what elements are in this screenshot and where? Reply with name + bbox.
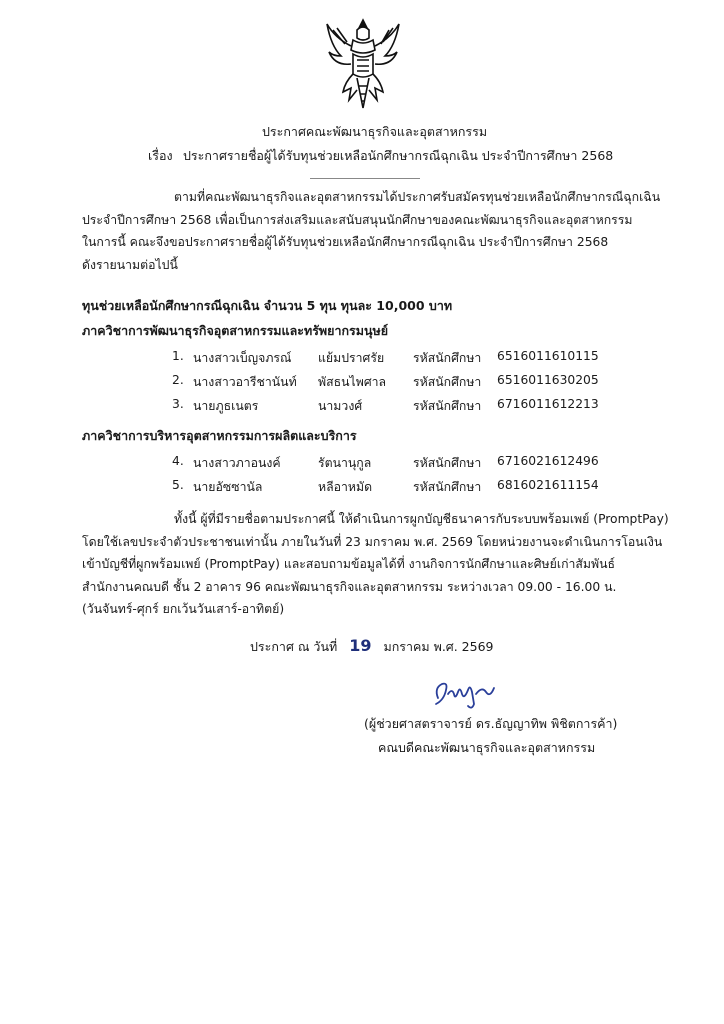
- student-last-name: หลีอาหมัด: [318, 480, 373, 494]
- instructions-line: โดยใช้เลขประจำตัวประชาชนเท่านั้น ภายในวันที่ 23 มกราคม พ.ศ. 2569 โดยหน่วยงานจะดำเนินการโอนเงิน: [82, 534, 663, 549]
- student-row: [0, 349, 724, 369]
- student-number: 2.: [172, 373, 184, 387]
- subject-text: ประกาศรายชื่อผู้ได้รับทุนช่วยเหลือนักศึกษากรณีฉุกเฉิน ประจำปีการศึกษา 2568: [183, 148, 614, 163]
- student-first-name: นางสาวภาอนงค์: [193, 456, 281, 470]
- student-id-label: รหัสนักศึกษา: [413, 399, 482, 413]
- signatory-position: คณบดีคณะพัฒนาธุรกิจและอุตสาหกรรม: [378, 740, 596, 755]
- student-first-name: นางสาวอารีชานันท์: [193, 375, 297, 389]
- announce-day: 19: [349, 636, 372, 655]
- student-row: [0, 478, 724, 498]
- instructions-line: (วันจันทร์-ศุกร์ ยกเว้นวันเสาร์-อาทิตย์): [82, 602, 285, 616]
- announce-month-year: มกราคม พ.ศ. 2569: [383, 639, 494, 654]
- student-row: [0, 373, 724, 393]
- student-number: 1.: [172, 349, 184, 363]
- divider: [310, 178, 420, 179]
- garuda-emblem-icon: [323, 16, 403, 111]
- student-number: 3.: [172, 397, 184, 411]
- scholarship-heading: ทุนช่วยเหลือนักศึกษากรณีฉุกเฉิน จำนวน 5 ทุน ทุนละ 10,000 บาท: [82, 298, 453, 313]
- student-number: 5.: [172, 478, 184, 492]
- student-id-label: รหัสนักศึกษา: [413, 456, 482, 470]
- department-heading: ภาควิชาการบริหารอุตสาหกรรมการผลิตและบริการ: [82, 428, 357, 443]
- student-id: 6816021611154: [497, 478, 599, 492]
- instructions-line: สำนักงานคณบดี ชั้น 2 อาคาร 96 คณะพัฒนาธุรกิจและอุตสาหกรรม ระหว่างเวลา 09.00 - 16.00 น.: [82, 579, 617, 594]
- student-number: 4.: [172, 454, 184, 468]
- student-row: [0, 454, 724, 474]
- student-id: 6716011612213: [497, 397, 599, 411]
- intro-line: ดังรายนามต่อไปนี้: [82, 257, 178, 272]
- announce-prefix: ประกาศ ณ วันที่: [250, 639, 338, 654]
- student-id-label: รหัสนักศึกษา: [413, 351, 482, 365]
- student-row: [0, 397, 724, 417]
- student-first-name: นายอัซซานัล: [193, 480, 263, 494]
- announcement-title: ประกาศคณะพัฒนาธุรกิจและอุตสาหกรรม: [262, 124, 488, 139]
- department-heading: ภาควิชาการพัฒนาธุรกิจอุตสาหกรรมและทรัพยากรมนุษย์: [82, 323, 389, 338]
- student-first-name: นางสาวเบ็ญจภรณ์: [193, 351, 292, 365]
- student-id: 6516011630205: [497, 373, 599, 387]
- announce-date: [250, 636, 494, 657]
- subject-label: เรื่อง: [148, 148, 173, 163]
- student-id-label: รหัสนักศึกษา: [413, 480, 482, 494]
- student-first-name: นายภูธเนตร: [193, 399, 259, 413]
- student-last-name: แย้มปราศรัย: [318, 351, 385, 365]
- student-last-name: นามวงศ์: [318, 399, 363, 413]
- instructions-line: ทั้งนี้ ผู้ที่มีรายชื่อตามประกาศนี้ ให้ดำเนินการผูกบัญชีธนาคารกับระบบพร้อมเพย์ (PromptPay): [174, 512, 669, 526]
- intro-line: ประจำปีการศึกษา 2568 เพื่อเป็นการส่งเสริมและสนับสนุนนักศึกษาของคณะพัฒนาธุรกิจและอุตสาหกรรม: [82, 212, 633, 227]
- instructions-line: เข้าบัญชีที่ผูกพร้อมเพย์ (PromptPay) และสอบถามข้อมูลได้ที่ งานกิจการนักศึกษาและศิษย์เก่าสัมพันธ์: [82, 557, 616, 571]
- student-last-name: รัตนานุกูล: [318, 456, 372, 470]
- signatory-name: (ผู้ช่วยศาสตราจารย์ ดร.ธัญญาทิพ พิชิตการค้า): [364, 716, 618, 731]
- signature-icon: [428, 676, 500, 712]
- intro-line: ตามที่คณะพัฒนาธุรกิจและอุตสาหกรรมได้ประกาศรับสมัครทุนช่วยเหลือนักศึกษากรณีฉุกเฉิน: [174, 190, 661, 204]
- student-id-label: รหัสนักศึกษา: [413, 375, 482, 389]
- student-id: 6516011610115: [497, 349, 599, 363]
- student-last-name: พัสธนไพศาล: [318, 375, 387, 389]
- student-id: 6716021612496: [497, 454, 599, 468]
- intro-paragraph: [82, 186, 661, 276]
- instructions-paragraph: [82, 508, 669, 621]
- intro-line: ในการนี้ คณะจึงขอประกาศรายชื่อผู้ได้รับทุนช่วยเหลือนักศึกษากรณีฉุกเฉิน ประจำปีการศึกษา 2568: [82, 235, 609, 249]
